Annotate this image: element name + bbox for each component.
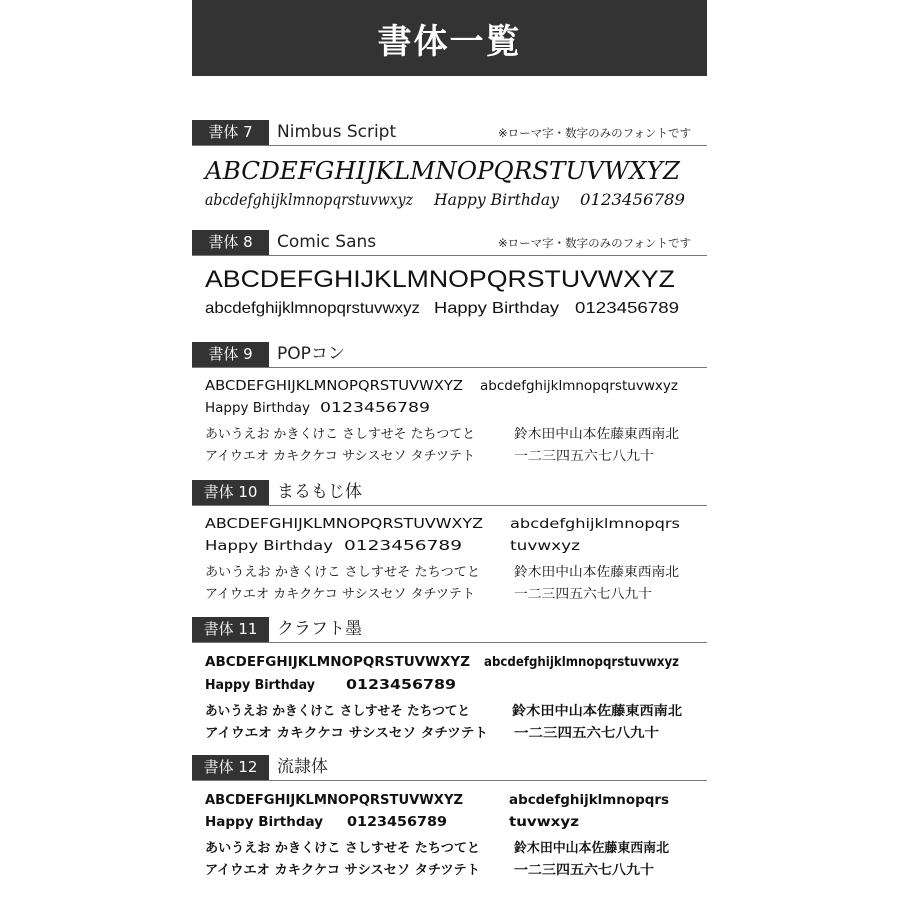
sample-text: あいうえお かきくけこ さしすせそ たちつてと [205,841,480,856]
sample-text: あいうえお かきくけこ さしすせそ たちつてと [205,704,470,719]
sample-line [192,423,707,444]
section-header [192,755,707,781]
font-name: まるもじ体 [277,482,362,502]
font-note: ※ローマ字・数字のみのフォントです [497,236,691,250]
sample-text: abcdefghijklmnopqrstuvwxyz [205,190,413,209]
sample-text: 一二三四五六七八九十 [514,863,654,878]
sample-line [192,837,707,858]
sample-text: ABCDEFGHIJKLMNOPQRSTUVWXYZ [205,379,463,394]
sample-line [192,190,707,214]
font-name: Nimbus Script [277,122,397,142]
font-note: ※ローマ字・数字のみのフォントです [497,126,691,140]
sample-line [192,859,707,880]
sample-text: 0123456789 [347,815,447,830]
font-number-label: 書体 12 [192,755,269,780]
sample-text: ABCDEFGHIJKLMNOPQRSTUVWXYZ [205,157,680,185]
section-header [192,617,707,643]
font-name: POPコン [277,344,345,364]
font-number-label: 書体 10 [192,480,269,505]
sample-text: Happy Birthday [205,401,310,416]
sample-text: アイウエオ カキクケコ サシスセソ タチツテト [205,587,475,602]
sample-text: tuvwxyz [510,539,580,554]
font-name: クラフト墨 [277,619,362,639]
section-header [192,230,707,256]
sample-line [192,401,707,422]
sample-text: abcdefghijklmnopqrstuvwxyz [480,379,678,394]
sample-text: 鈴木田中山本佐藤東西南北 [514,565,679,580]
sample-text: Happy Birthday [205,815,323,830]
sample-text: 鈴木田中山本佐藤東西南北 [514,427,679,442]
sample-text: 一二三四五六七八九十 [514,449,654,464]
sample-text: 一二三四五六七八九十 [514,726,659,741]
sample-line [192,266,707,298]
sample-text: 0123456789 [575,300,679,317]
sample-text: Happy Birthday [205,678,315,693]
font-section [192,342,707,464]
sample-text: 0123456789 [346,678,456,693]
sample-text: ABCDEFGHIJKLMNOPQRSTUVWXYZ [205,655,470,670]
sample-line [192,517,707,538]
sample-text: Happy Birthday [434,190,559,209]
font-number-label: 書体 9 [192,342,269,367]
sample-text: ABCDEFGHIJKLMNOPQRSTUVWXYZ [205,266,675,293]
sample-text: ABCDEFGHIJKLMNOPQRSTUVWXYZ [205,517,483,532]
sample-line [192,583,707,604]
sample-text: Happy Birthday [434,300,559,317]
sample-line [192,655,707,676]
font-name: Comic Sans [277,232,377,252]
sample-text: 0123456789 [580,190,685,209]
sample-text: あいうえお かきくけこ さしすせそ たちつてと [205,565,480,580]
sample-text: abcdefghijklmnopqrstuvwxyz [484,655,679,670]
sample-text: abcdefghijklmnopqrs [509,793,669,808]
sample-line [192,793,707,814]
sample-text: 一二三四五六七八九十 [514,587,652,602]
font-number-label: 書体 8 [192,230,269,255]
sample-line [192,678,707,699]
sample-text: abcdefghijklmnopqrstuvwxyz [205,300,420,317]
font-section [192,230,707,317]
font-name: 流隷体 [277,757,328,777]
sample-line [192,700,707,721]
section-header [192,342,707,368]
sample-text: アイウエオ カキクケコ サシスセソ タチツテト [205,726,488,741]
sample-text: 鈴木田中山本佐藤東西南北 [514,841,669,856]
font-section [192,755,707,878]
font-section [192,480,707,602]
sample-text: アイウエオ カキクケコ サシスセソ タチツテト [205,449,475,464]
sample-line [192,815,707,836]
page-title: 書体一覧 [192,0,707,76]
sample-line [192,561,707,582]
sample-line [192,379,707,400]
sample-text: ABCDEFGHIJKLMNOPQRSTUVWXYZ [205,793,463,808]
sample-line [192,157,707,189]
sample-text: Happy Birthday [205,539,333,554]
sample-text: 鈴木田中山本佐藤東西南北 [512,704,682,719]
sample-text: abcdefghijklmnopqrs [510,517,680,532]
sample-text: あいうえお かきくけこ さしすせそ たちつてと [205,427,475,442]
font-number-label: 書体 11 [192,617,269,642]
sample-text: アイウエオ カキクケコ サシスセソ タチツテト [205,863,480,878]
sample-line [192,445,707,466]
sample-line [192,300,707,324]
font-section [192,617,707,741]
section-header [192,480,707,506]
sample-line [192,539,707,560]
section-header [192,120,707,146]
sample-text: tuvwxyz [509,815,579,830]
sample-line [192,722,707,743]
font-number-label: 書体 7 [192,120,269,145]
font-section [192,120,707,209]
sample-text: 0123456789 [344,539,462,554]
sample-text: 0123456789 [320,401,430,416]
